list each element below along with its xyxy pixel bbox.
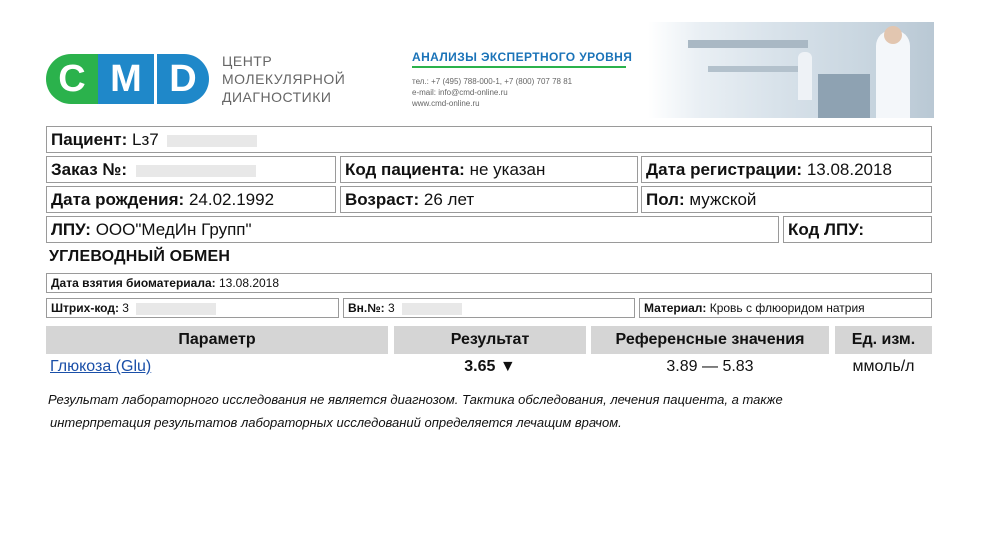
slogan: АНАЛИЗЫ ЭКСПЕРТНОГО УРОВНЯ [412,50,633,64]
sample-date-field [46,273,932,293]
logo-text [222,52,345,106]
header-result: Результат [394,326,586,354]
age-value: 26 лет [423,190,475,209]
logo-text-line: ЦЕНТР [222,53,273,69]
contacts [412,76,572,109]
contact-phone: тел.: +7 (495) 788-000-1, +7 (800) 707 78 81 [412,77,573,86]
reference-value: 3.89 — 5.83 [666,358,754,375]
redaction-mask [136,303,216,315]
birth-date-field [46,186,336,213]
photo-person-head [884,26,902,44]
birth-date-label: Дата рождения: [51,190,185,209]
cmd-logo [46,54,209,104]
registration-date-value: 13.08.2018 [806,160,892,179]
patient-value: Lз7 [132,130,159,149]
photo-shelf [688,40,808,48]
disclaimer-note [48,388,928,434]
age-field [340,186,638,213]
logo-letter-d: D [157,54,209,104]
order-field [46,156,336,183]
logo-letter-c: C [46,54,98,104]
birth-date-value: 24.02.1992 [188,190,275,209]
material-field [639,298,932,318]
patient-code-field [340,156,638,183]
slogan-underline [412,66,626,68]
material-value: Кровь с флюоридом натрия [709,301,865,315]
patient-code-label: Код пациента: [345,160,465,179]
patient-code-value: не указан [469,160,546,179]
material-label: Материал: [644,301,707,315]
order-label: Заказ №: [51,160,128,179]
age-label: Возраст: [345,190,420,209]
sex-label: Пол: [646,190,685,209]
internal-number-value: 3 [387,301,395,315]
redaction-mask [136,165,256,177]
table-row [50,356,380,378]
patient-field [46,126,932,153]
lpu-field [46,216,779,243]
photo-shelf [708,66,808,72]
disclaimer-line: Результат лабораторного исследования не является диагнозом. Тактика обследования, лечения пациента, а также [48,392,783,407]
patient-label: Пациент: [51,130,128,149]
contact-email: e-mail: info@cmd-online.ru [412,88,508,97]
sample-date-value: 13.08.2018 [218,276,280,290]
sample-date-label: Дата взятия биоматериала: [51,276,216,290]
section-title: УГЛЕВОДНЫЙ ОБМЕН [49,248,231,265]
lpu-code-label: Код ЛПУ: [788,220,865,239]
header-parameter: Параметр [46,326,388,354]
barcode-value: 3 [122,301,129,315]
redaction-mask [402,303,462,315]
unit-value: ммоль/л [852,358,915,375]
header-unit: Ед. изм. [835,326,932,354]
result-value: 3.65 ▼ [464,358,516,375]
redaction-mask [167,135,257,147]
photo-person [798,52,812,100]
lpu-value: ООО"МедИн Групп" [95,220,252,239]
lpu-code-field [783,216,932,243]
logo-letter-m: M [98,54,154,104]
logo-text-line: МОЛЕКУЛЯРНОЙ [222,71,346,87]
sex-value: мужской [689,190,757,209]
internal-number-field [343,298,635,318]
header-reference: Референсные значения [591,326,829,354]
sex-field [641,186,932,213]
internal-number-label: Вн.№: [348,301,385,315]
disclaimer-line: интерпретация результатов лабораторных исследований определяется лечащим врачом. [50,415,622,430]
lpu-label: ЛПУ: [51,220,91,239]
barcode-label: Штрих-код: [51,301,119,315]
registration-date-label: Дата регистрации: [646,160,803,179]
laboratory-photo [648,22,934,118]
photo-machine [818,74,870,118]
parameter-link[interactable]: Глюкоза (Glu) [50,358,152,375]
logo-text-line: ДИАГНОСТИКИ [222,89,332,105]
registration-date-field [641,156,932,183]
barcode-field [46,298,339,318]
contact-website: www.cmd-online.ru [412,99,480,108]
